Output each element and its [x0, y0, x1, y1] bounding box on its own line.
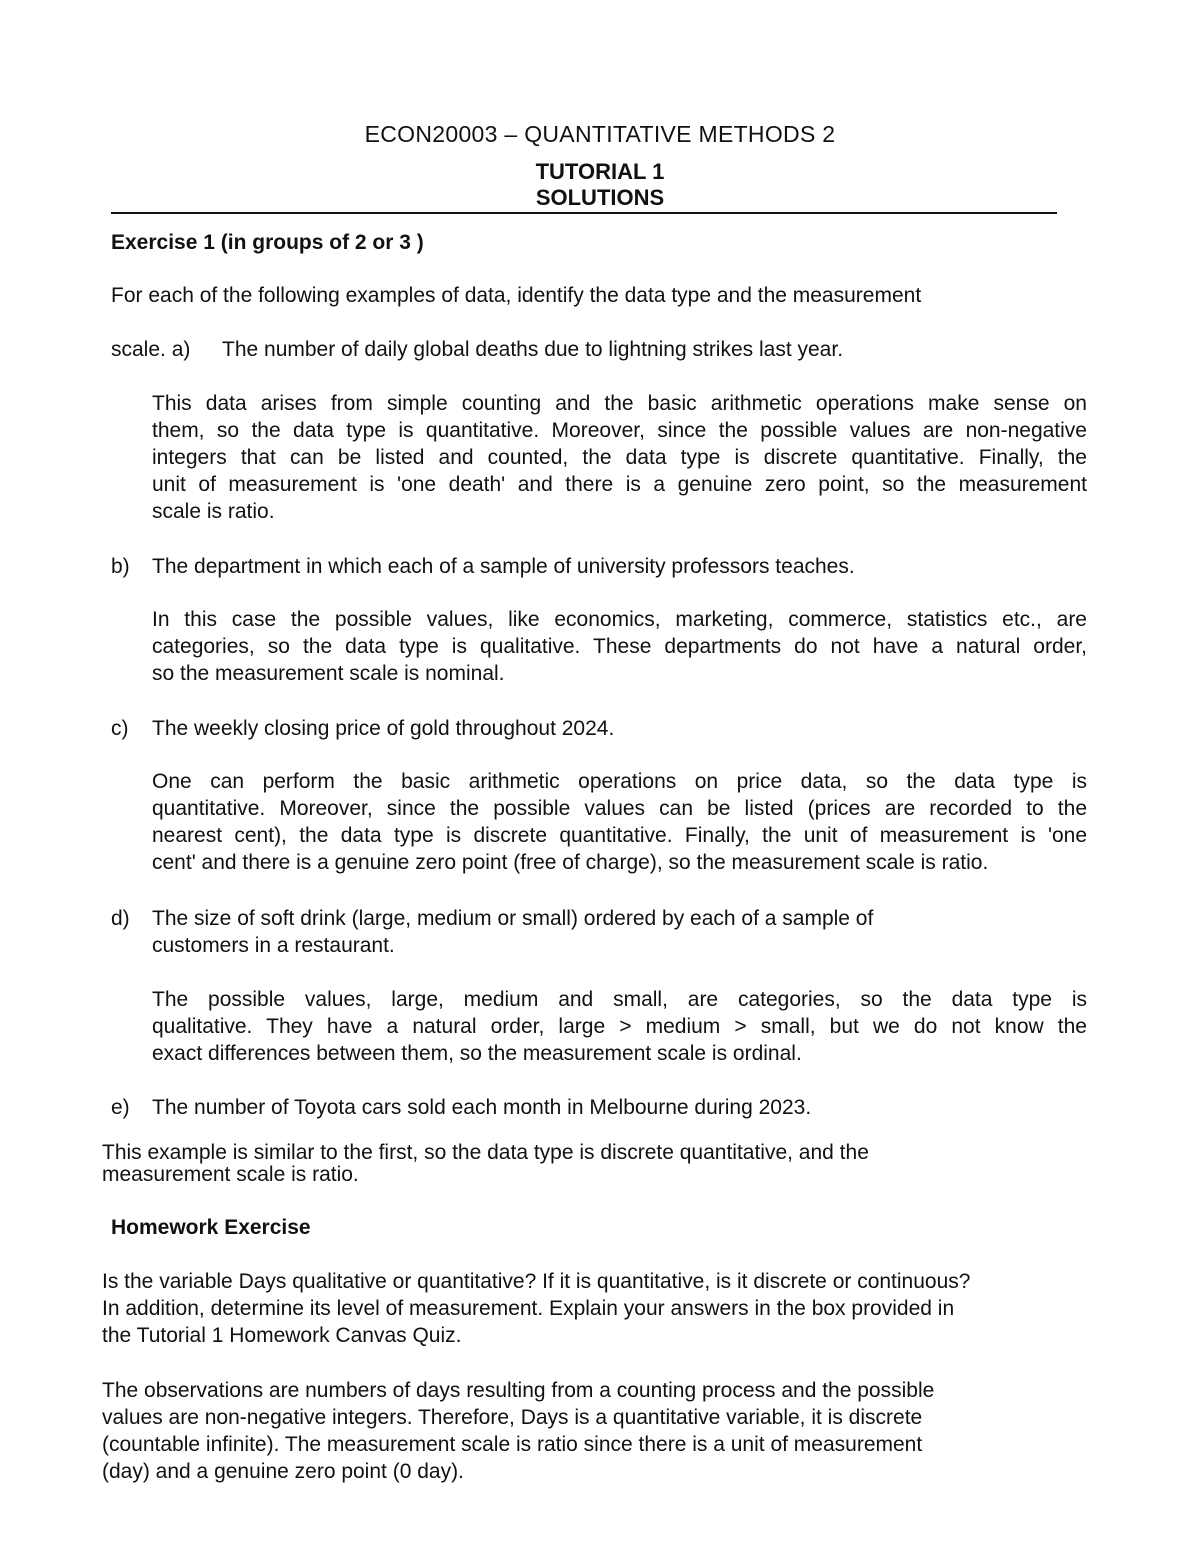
question-b: The department in which each of a sample of university professors teaches. — [152, 555, 855, 578]
question-a: The number of daily global deaths due to lightning strikes last year. — [222, 338, 844, 361]
answer-c-line: quantitative. Moreover, since the possible values can be listed (prices are recorded to the — [152, 797, 1087, 820]
answer-d-line: exact differences between them, so the measurement scale is ordinal. — [152, 1042, 802, 1065]
homework-answer-line: (day) and a genuine zero point (0 day). — [102, 1460, 464, 1483]
homework-question — [102, 1268, 970, 1349]
answer-a-line: scale is ratio. — [152, 500, 275, 523]
homework-question-line: Is the variable Days qualitative or quantitative? If it is quantitative, is it discrete or continuous? — [102, 1270, 971, 1293]
label-e: e) — [111, 1096, 130, 1119]
header-rule — [111, 212, 1057, 214]
homework-heading: Homework Exercise — [111, 1216, 311, 1239]
answer-a — [152, 390, 1087, 525]
question-e: The number of Toyota cars sold each month in Melbourne during 2023. — [152, 1096, 812, 1119]
homework-answer-line: The observations are numbers of days resulting from a counting process and the possible — [102, 1379, 935, 1402]
question-d — [152, 905, 873, 959]
answer-e-line: measurement scale is ratio. — [102, 1163, 359, 1186]
answer-a-line: integers that can be listed and counted, the data type is discrete quantitative. Finally, the — [152, 446, 1087, 469]
question-d-line: customers in a restaurant. — [152, 934, 395, 957]
answer-e-line: This example is similar to the first, so the data type is discrete quantitative, and the — [102, 1141, 869, 1164]
answer-e — [102, 1142, 869, 1186]
exercise1-heading: Exercise 1 (in groups of 2 or 3 ) — [111, 231, 424, 254]
answer-a-line: This data arises from simple counting and the basic arithmetic operations make sense on — [152, 392, 1087, 415]
answer-b-line: categories, so the data type is qualitative. These departments do not have a natural order, — [152, 635, 1087, 658]
answer-c — [152, 768, 1087, 876]
answer-c-line: One can perform the basic arithmetic operations on price data, so the data type is — [152, 770, 1087, 793]
solutions-title: SOLUTIONS — [535, 185, 665, 210]
homework-question-line: In addition, determine its level of measurement. Explain your answers in the box provided in — [102, 1297, 955, 1320]
homework-question-line: the Tutorial 1 Homework Canvas Quiz. — [102, 1324, 462, 1347]
answer-b-line: so the measurement scale is nominal. — [152, 662, 505, 685]
answer-a-line: them, so the data type is quantitative. Moreover, since the possible values are non-negative — [152, 419, 1087, 442]
label-d: d) — [111, 907, 130, 930]
answer-d — [152, 986, 1087, 1067]
tutorial-title: TUTORIAL 1 — [535, 159, 665, 184]
exercise1-intro-cont: scale. a) — [111, 338, 191, 361]
answer-d-line: The possible values, large, medium and small, are categories, so the data type is — [152, 988, 1087, 1011]
label-b: b) — [111, 555, 130, 578]
homework-answer-line: values are non-negative integers. Therefore, Days is a quantitative variable, it is discrete — [102, 1406, 923, 1429]
course-title: ECON20003 – QUANTITATIVE METHODS 2 — [364, 121, 836, 147]
answer-b-line: In this case the possible values, like economics, marketing, commerce, statistics etc., are — [152, 608, 1087, 631]
answer-c-line: nearest cent), the data type is discrete quantitative. Finally, the unit of measurement is 'one — [152, 824, 1087, 847]
label-c: c) — [111, 717, 129, 740]
exercise1-intro: For each of the following examples of data, identify the data type and the measurement — [111, 284, 922, 307]
answer-a-line: unit of measurement is 'one death' and there is a genuine zero point, so the measurement — [152, 473, 1087, 496]
question-d-line: The size of soft drink (large, medium or small) ordered by each of a sample of — [152, 907, 874, 930]
question-c: The weekly closing price of gold throughout 2024. — [152, 717, 615, 740]
answer-b — [152, 606, 1087, 687]
homework-answer-line: (countable infinite). The measurement scale is ratio since there is a unit of measurement — [102, 1433, 923, 1456]
answer-d-line: qualitative. They have a natural order, large > medium > small, but we do not know the — [152, 1015, 1087, 1038]
homework-answer — [102, 1377, 934, 1485]
answer-c-line: cent' and there is a genuine zero point (free of charge), so the measurement scale is ratio. — [152, 851, 989, 874]
